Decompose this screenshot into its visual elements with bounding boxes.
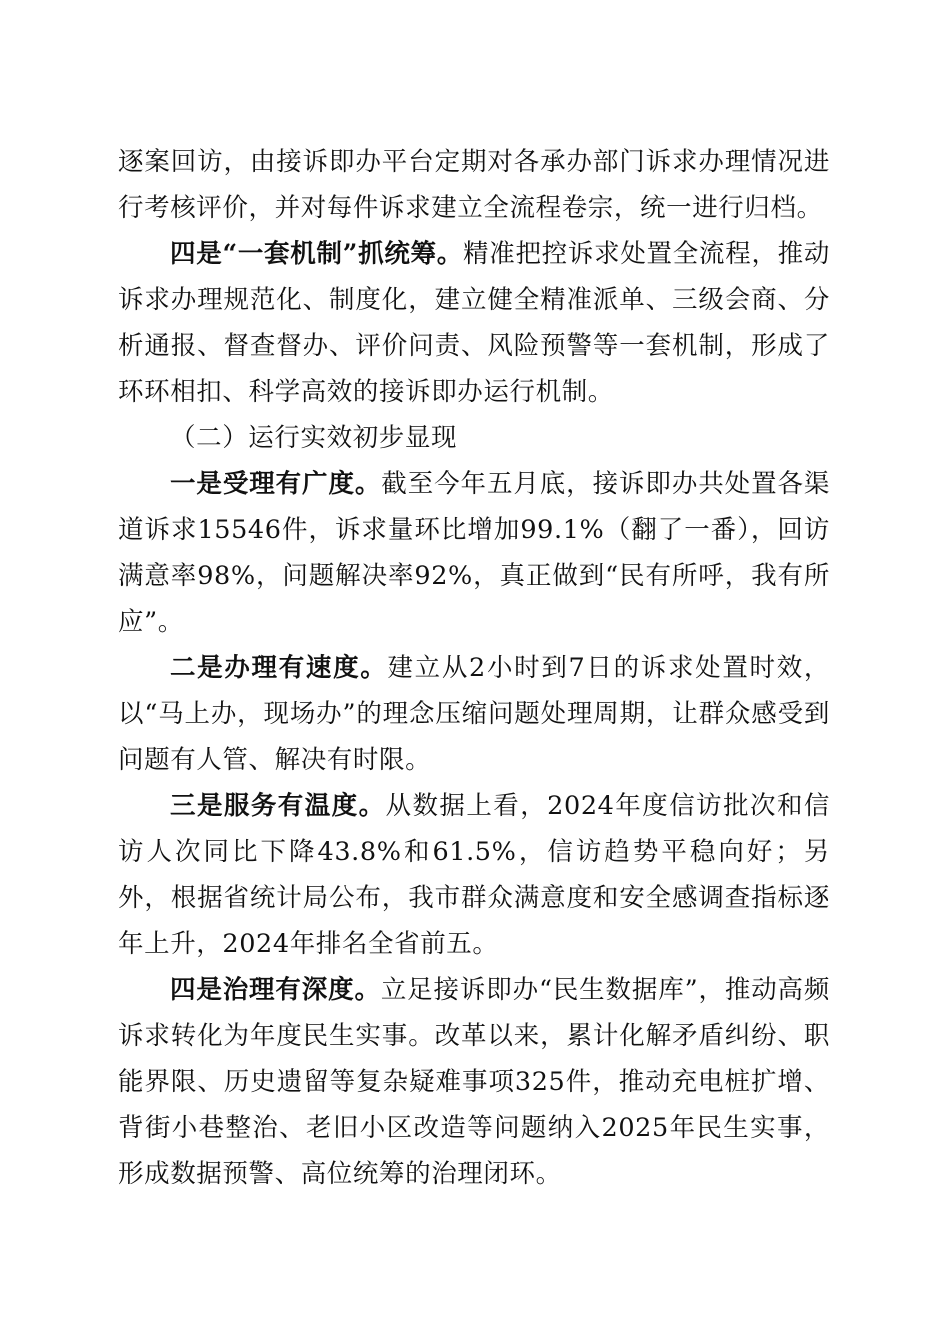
mechanism-paragraph — [118, 231, 830, 415]
result-paragraph-depth — [118, 967, 830, 1197]
result-paragraph-warmth — [118, 783, 830, 967]
result-paragraph-scope — [118, 461, 830, 645]
result-body: 立足接诉即办“民生数据库”，推动高频诉求转化为年度民生实事。改革以来，累计化解矛盾纠纷、职能界限、历史遗留等复杂疑难事项325件，推动充电桩扩增、背街小巷整治、老旧小区改造等问题纳入2025年民生实事，形成数据预警、高位统筹的治理闭环。 — [118, 975, 830, 1189]
section-heading: （二）运行实效初步显现 — [170, 423, 458, 453]
result-body: 从数据上看，2024年度信访批次和信访人次同比下降43.8%和61.5%，信访趋势平稳向好；另外，根据省统计局公布，我市群众满意度和安全感调查指标逐年上升，2024年排名全省前五。 — [118, 791, 830, 959]
result-lead: 一是受理有广度。 — [170, 469, 382, 499]
result-body: 截至今年五月底，接诉即办共处置各渠道诉求15546件，诉求量环比增加99.1%（翻了一番），回访满意率98%，问题解决率92%，真正做到“民有所呼，我有所应”。 — [118, 469, 830, 637]
result-lead: 三是服务有温度。 — [170, 791, 386, 821]
result-lead: 二是办理有速度。 — [170, 653, 388, 683]
result-lead: 四是治理有深度。 — [170, 975, 381, 1005]
mechanism-lead: 四是“一套机制”抓统筹。 — [170, 239, 463, 269]
result-paragraph-speed — [118, 645, 830, 783]
continuation-paragraph: 逐案回访，由接诉即办平台定期对各承办部门诉求办理情况进行考核评价，并对每件诉求建立全流程卷宗，统一进行归档。 — [118, 147, 830, 223]
document-body — [118, 139, 830, 1197]
mechanism-body: 精准把控诉求处置全流程，推动诉求办理规范化、制度化，建立健全精准派单、三级会商、分析通报、督查督办、评价问责、风险预警等一套机制，形成了环环相扣、科学高效的接诉即办运行机制。 — [118, 239, 830, 407]
result-body: 建立从2小时到7日的诉求处置时效，以“马上办，现场办”的理念压缩问题处理周期，让群众感受到问题有人管、解决有时限。 — [118, 653, 830, 775]
